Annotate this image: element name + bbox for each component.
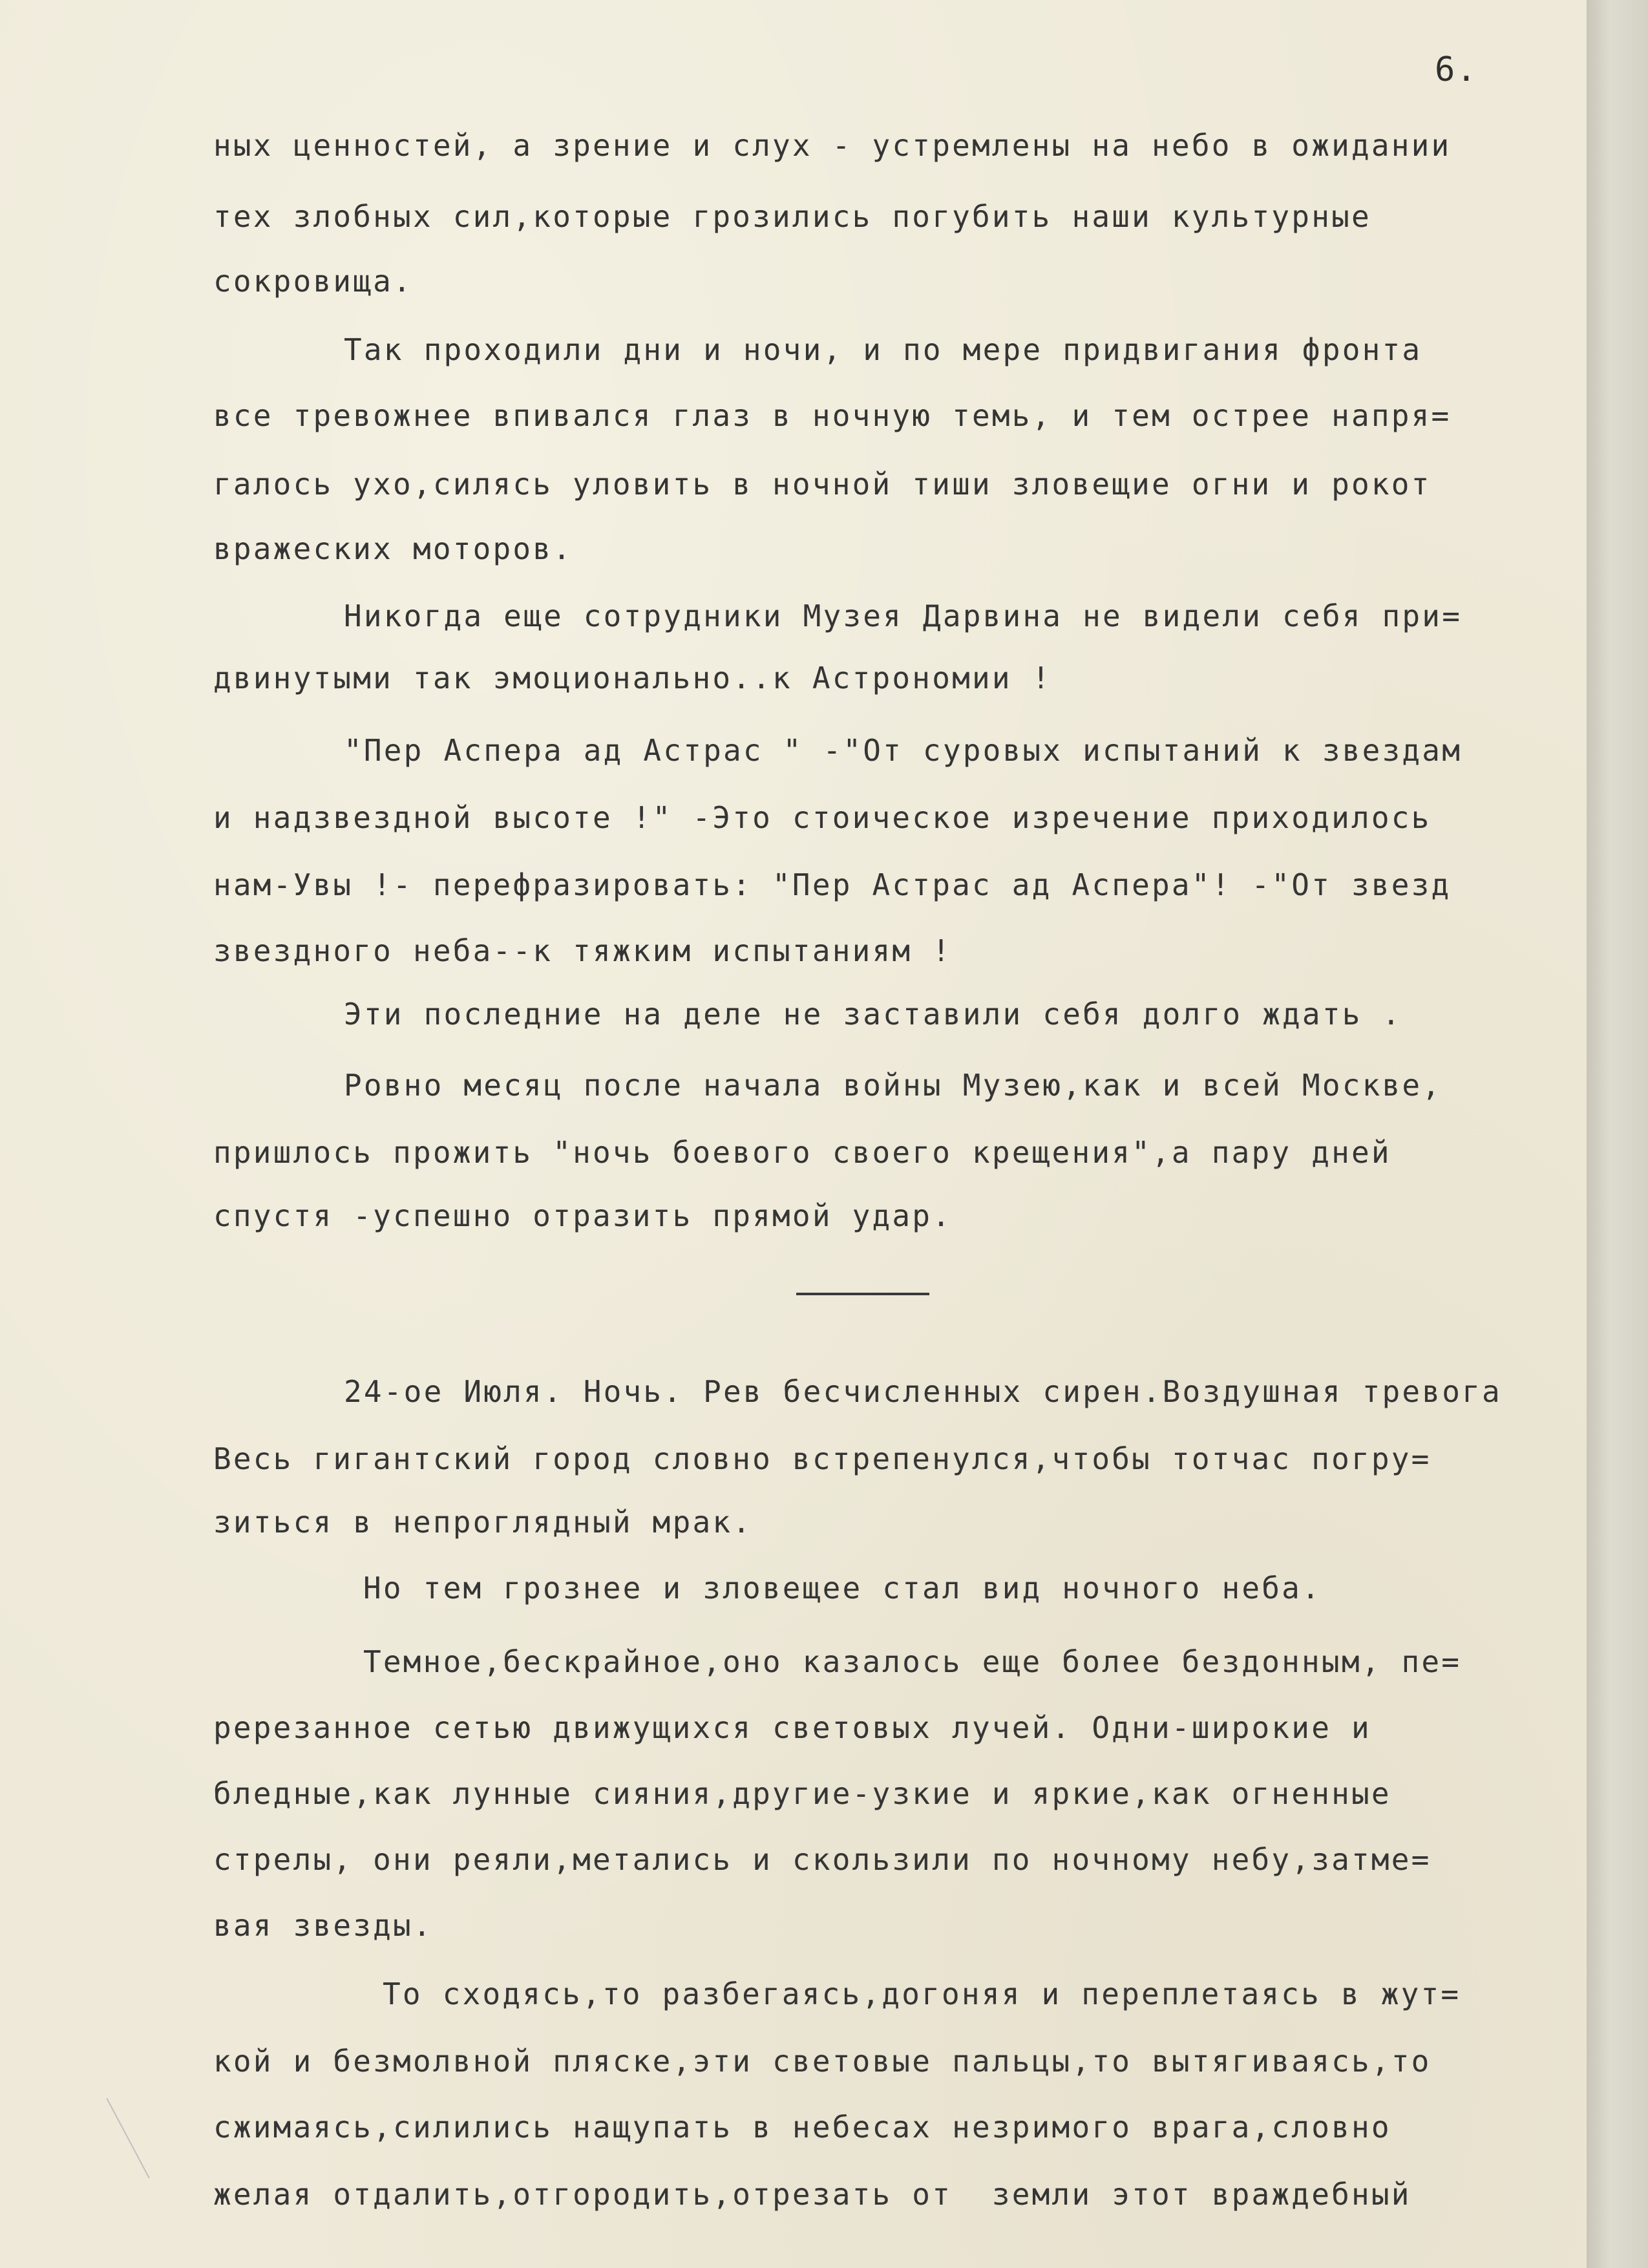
text-line: ререзанное сетью движущихся световых лучей. Одни-широкие и bbox=[213, 1710, 1371, 1745]
page-number: 6. bbox=[1435, 50, 1478, 89]
text-line: кой и безмолвной пляске,эти световые пальцы,то вытягиваясь,то bbox=[213, 2044, 1431, 2079]
text-line: бледные,как лунные сияния,другие-узкие и яркие,как огненные bbox=[213, 1776, 1391, 1811]
text-line: Никогда еще сотрудники Музея Дарвина не видели себя при= bbox=[344, 599, 1463, 633]
text-line: сжимаясь,силились нащупать в небесах незримого врага,словно bbox=[213, 2110, 1391, 2145]
section-divider bbox=[796, 1293, 929, 1295]
text-line: Ровно месяц после начала войны Музею,как и всей Москве, bbox=[344, 1068, 1442, 1103]
text-line: вая звезды. bbox=[213, 1908, 433, 1943]
text-line: все тревожнее впивался глаз в ночную темь, и тем острее напря= bbox=[213, 398, 1452, 433]
text-line: "Пер Аспера ад Астрас " -"От суровых испытаний к звездам bbox=[344, 733, 1463, 768]
text-line: спустя -успешно отразить прямой удар. bbox=[213, 1198, 953, 1233]
text-line: Эти последние на деле не заставили себя долго ждать . bbox=[344, 997, 1402, 1032]
text-line: 24-ое Июля. Ночь. Рев бесчисленных сирен.Воздушная тревога bbox=[344, 1374, 1502, 1409]
text-line: нам-Увы !- перефразировать: "Пер Астрас ад Аспера"! -"От звезд bbox=[213, 867, 1452, 902]
text-line: двинутыми так эмоционально..к Астрономии ! bbox=[213, 661, 1052, 695]
text-line: Так проходили дни и ночи, и по мере придвигания фронта bbox=[344, 332, 1422, 367]
text-line: желая отдалить,отгородить,отрезать от земли этот враждебный bbox=[213, 2177, 1411, 2212]
text-line: тех злобных сил,которые грозились погубить наши культурные bbox=[213, 199, 1371, 234]
text-line: пришлось прожить "ночь боевого своего крещения",а пару дней bbox=[213, 1135, 1391, 1170]
text-line: Весь гигантский город словно встрепенулся,чтобы тотчас погру= bbox=[213, 1441, 1431, 1476]
page-edge-background bbox=[1587, 0, 1648, 2268]
text-line: галось ухо,силясь уловить в ночной тиши зловещие огни и рокот bbox=[213, 467, 1431, 502]
pencil-mark bbox=[106, 2062, 218, 2179]
text-line: звездного неба--к тяжким испытаниям ! bbox=[213, 933, 953, 968]
text-line: То сходясь,то разбегаясь,догоняя и переплетаясь в жут= bbox=[383, 1977, 1461, 2011]
text-line: ных ценностей, а зрение и слух - устремлены на небо в ожидании bbox=[213, 128, 1452, 163]
text-line: зиться в непроглядный мрак. bbox=[213, 1505, 753, 1540]
text-line: Но тем грознее и зловещее стал вид ночного неба. bbox=[363, 1571, 1322, 1606]
text-line: вражеских моторов. bbox=[213, 531, 573, 566]
text-line: и надзвездной высоте !" -Это стоическое изречение приходилось bbox=[213, 800, 1431, 835]
text-line: Темное,бескрайное,оно казалось еще более бездонным, пе= bbox=[363, 1644, 1462, 1679]
text-line: стрелы, они реяли,метались и скользили по ночному небу,затме= bbox=[213, 1842, 1431, 1877]
text-line: сокровища. bbox=[213, 264, 413, 299]
